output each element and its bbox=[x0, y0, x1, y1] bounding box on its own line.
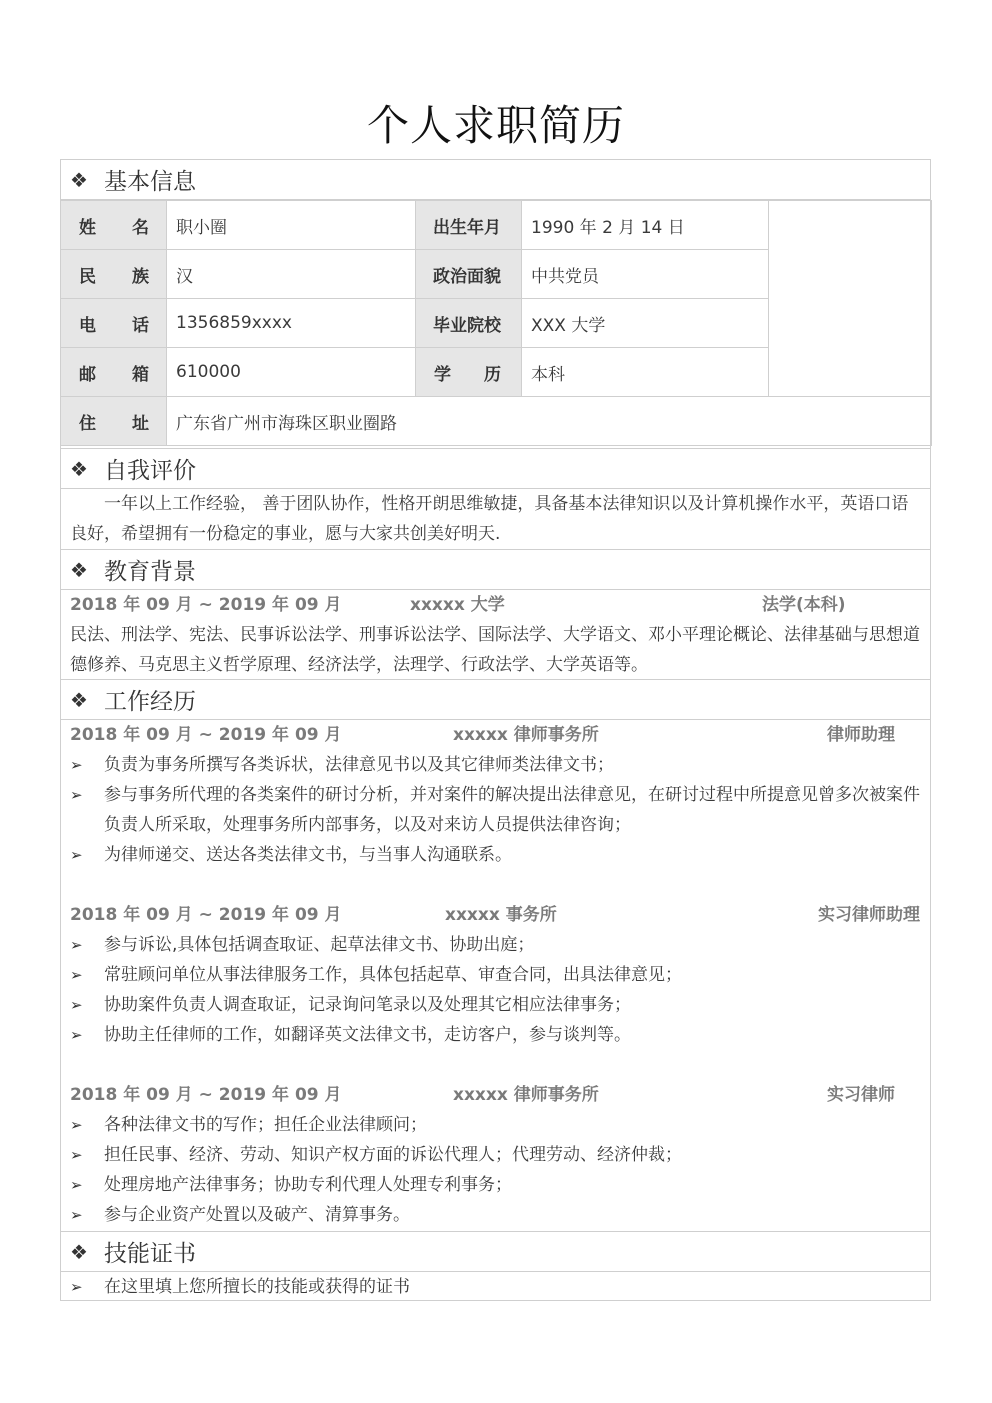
list-item: ➢ 在这里填上您所擅长的技能或获得的证书 bbox=[70, 1272, 925, 1302]
arrow-bullet-icon: ➢ bbox=[70, 846, 83, 864]
list-item: ➢ 协助案件负责人调查取证，记录询问笔录以及处理其它相应法律事务； bbox=[70, 990, 925, 1020]
arrow-bullet-icon: ➢ bbox=[70, 966, 83, 984]
education-courses: 民法、刑法学、宪法、民事诉讼法学、刑事诉讼法学、国际法学、大学语文、邓小平理论概论、法律基础与思想道德修养、马克思主义哲学原理、经济法学，法理学、行政法学、大学英语等。 bbox=[70, 625, 920, 675]
mail-key: 邮 箱 bbox=[61, 348, 167, 397]
school-value: XXX 大学 bbox=[522, 299, 769, 348]
diamond-bullet-icon: ❖ bbox=[70, 557, 88, 582]
name-value: 职小圈 bbox=[167, 201, 416, 250]
page-title: 个人求职简历 bbox=[366, 101, 625, 150]
arrow-bullet-icon: ➢ bbox=[70, 996, 83, 1014]
arrow-bullet-icon: ➢ bbox=[70, 786, 83, 804]
name-key: 姓 名 bbox=[61, 201, 167, 250]
phone-value: 1356859xxxx bbox=[167, 299, 416, 348]
section-title: 工作经历 bbox=[104, 689, 196, 715]
skills-list bbox=[70, 1272, 925, 1302]
section-header-education bbox=[60, 549, 931, 590]
work-row-head bbox=[70, 720, 925, 750]
birth-value: 1990 年 2 月 14 日 bbox=[522, 201, 769, 250]
nation-value: 汉 bbox=[167, 250, 416, 299]
list-item: ➢ 为律师递交、送达各类法律文书，与当事人沟通联系。 bbox=[70, 840, 925, 870]
list-item: ➢ 常驻顾问单位从事法律服务工作，具体包括起草、审查合同，出具法律意见； bbox=[70, 960, 925, 990]
section-header-self bbox=[60, 448, 931, 489]
political-key: 政治面貌 bbox=[416, 250, 522, 299]
section-title: 教育背景 bbox=[104, 559, 196, 585]
address-key: 住 址 bbox=[61, 397, 167, 446]
list-item: ➢ 担任民事、经济、劳动、知识产权方面的诉讼代理人；代理劳动、经济仲裁； bbox=[70, 1140, 925, 1170]
list-item: ➢ 参与事务所代理的各类案件的研讨分析，并对案件的解决提出法律意见，在研讨过程中所提意见曾多次被案件负责人所采取，处理事务所内部事务，以及对来访人员提供法律咨询； bbox=[70, 780, 925, 840]
arrow-bullet-icon: ➢ bbox=[70, 756, 83, 774]
nation-key: 民 族 bbox=[61, 250, 167, 299]
mail-value: 610000 bbox=[167, 348, 416, 397]
address-value: 广东省广州市海珠区职业圈路 bbox=[167, 397, 932, 446]
list-item: ➢ 负责为事务所撰写各类诉状，法律意见书以及其它律师类法律文书； bbox=[70, 750, 925, 780]
work-period: 2018 年 09 月 ~ 2019 年 09 月 bbox=[70, 725, 342, 745]
degree-key: 学 历 bbox=[416, 348, 522, 397]
section-title: 自我评价 bbox=[104, 458, 196, 484]
section-title: 技能证书 bbox=[104, 1241, 196, 1267]
diamond-bullet-icon: ❖ bbox=[70, 687, 88, 712]
political-value: 中共党员 bbox=[522, 250, 769, 299]
list-item: ➢ 各种法律文书的写作；担任企业法律顾问； bbox=[70, 1110, 925, 1140]
work-role: 实习律师助理 bbox=[818, 905, 920, 925]
arrow-bullet-icon: ➢ bbox=[70, 1116, 83, 1134]
self-evaluation-text: 一年以上工作经验， 善于团队协作，性格开朗思维敏捷，具备基本法律知识以及计算机操作水平，英语口语良好，希望拥有一份稳定的事业，愿与大家共创美好明天. bbox=[70, 494, 909, 544]
section-header-work bbox=[60, 679, 931, 720]
section-header-basic bbox=[60, 159, 931, 200]
phone-key: 电 话 bbox=[61, 299, 167, 348]
list-item: ➢ 参与诉讼,具体包括调查取证、起草法律文书、协助出庭； bbox=[70, 930, 925, 960]
work-company: xxxxx 律师事务所 bbox=[453, 725, 599, 745]
diamond-bullet-icon: ❖ bbox=[70, 1239, 88, 1264]
section-title: 基本信息 bbox=[104, 169, 196, 195]
education-row-head bbox=[70, 590, 925, 620]
work-duties-list bbox=[70, 750, 925, 870]
education-major: 法学(本科) bbox=[762, 595, 846, 615]
diamond-bullet-icon: ❖ bbox=[70, 167, 88, 192]
birth-key: 出生年月 bbox=[416, 201, 522, 250]
arrow-bullet-icon: ➢ bbox=[70, 936, 83, 954]
work-period: 2018 年 09 月 ~ 2019 年 09 月 bbox=[70, 1085, 342, 1105]
diamond-bullet-icon: ❖ bbox=[70, 456, 88, 481]
school-key: 毕业院校 bbox=[416, 299, 522, 348]
arrow-bullet-icon: ➢ bbox=[70, 1206, 83, 1224]
work-duties-list bbox=[70, 930, 925, 1050]
list-item: ➢ 参与企业资产处置以及破产、清算事务。 bbox=[70, 1200, 925, 1230]
work-period: 2018 年 09 月 ~ 2019 年 09 月 bbox=[70, 905, 342, 925]
work-duties-list bbox=[70, 1110, 925, 1230]
education-period: 2018 年 09 月 ~ 2019 年 09 月 bbox=[70, 595, 342, 615]
work-company: xxxxx 律师事务所 bbox=[453, 1085, 599, 1105]
degree-value: 本科 bbox=[522, 348, 769, 397]
work-role: 律师助理 bbox=[827, 725, 895, 745]
arrow-bullet-icon: ➢ bbox=[70, 1026, 83, 1044]
work-company: xxxxx 事务所 bbox=[445, 905, 557, 925]
list-item: ➢ 处理房地产法律事务；协助专利代理人处理专利事务； bbox=[70, 1170, 925, 1200]
basic-info-table bbox=[60, 200, 932, 446]
education-school: xxxxx 大学 bbox=[410, 595, 505, 615]
arrow-bullet-icon: ➢ bbox=[70, 1278, 83, 1296]
arrow-bullet-icon: ➢ bbox=[70, 1176, 83, 1194]
work-row-head bbox=[70, 900, 925, 930]
work-role: 实习律师 bbox=[827, 1085, 895, 1105]
section-header-skills bbox=[60, 1231, 931, 1272]
photo-cell bbox=[769, 201, 932, 397]
work-row-head bbox=[70, 1080, 925, 1110]
list-item: ➢ 协助主任律师的工作，如翻译英文法律文书，走访客户，参与谈判等。 bbox=[70, 1020, 925, 1050]
arrow-bullet-icon: ➢ bbox=[70, 1146, 83, 1164]
